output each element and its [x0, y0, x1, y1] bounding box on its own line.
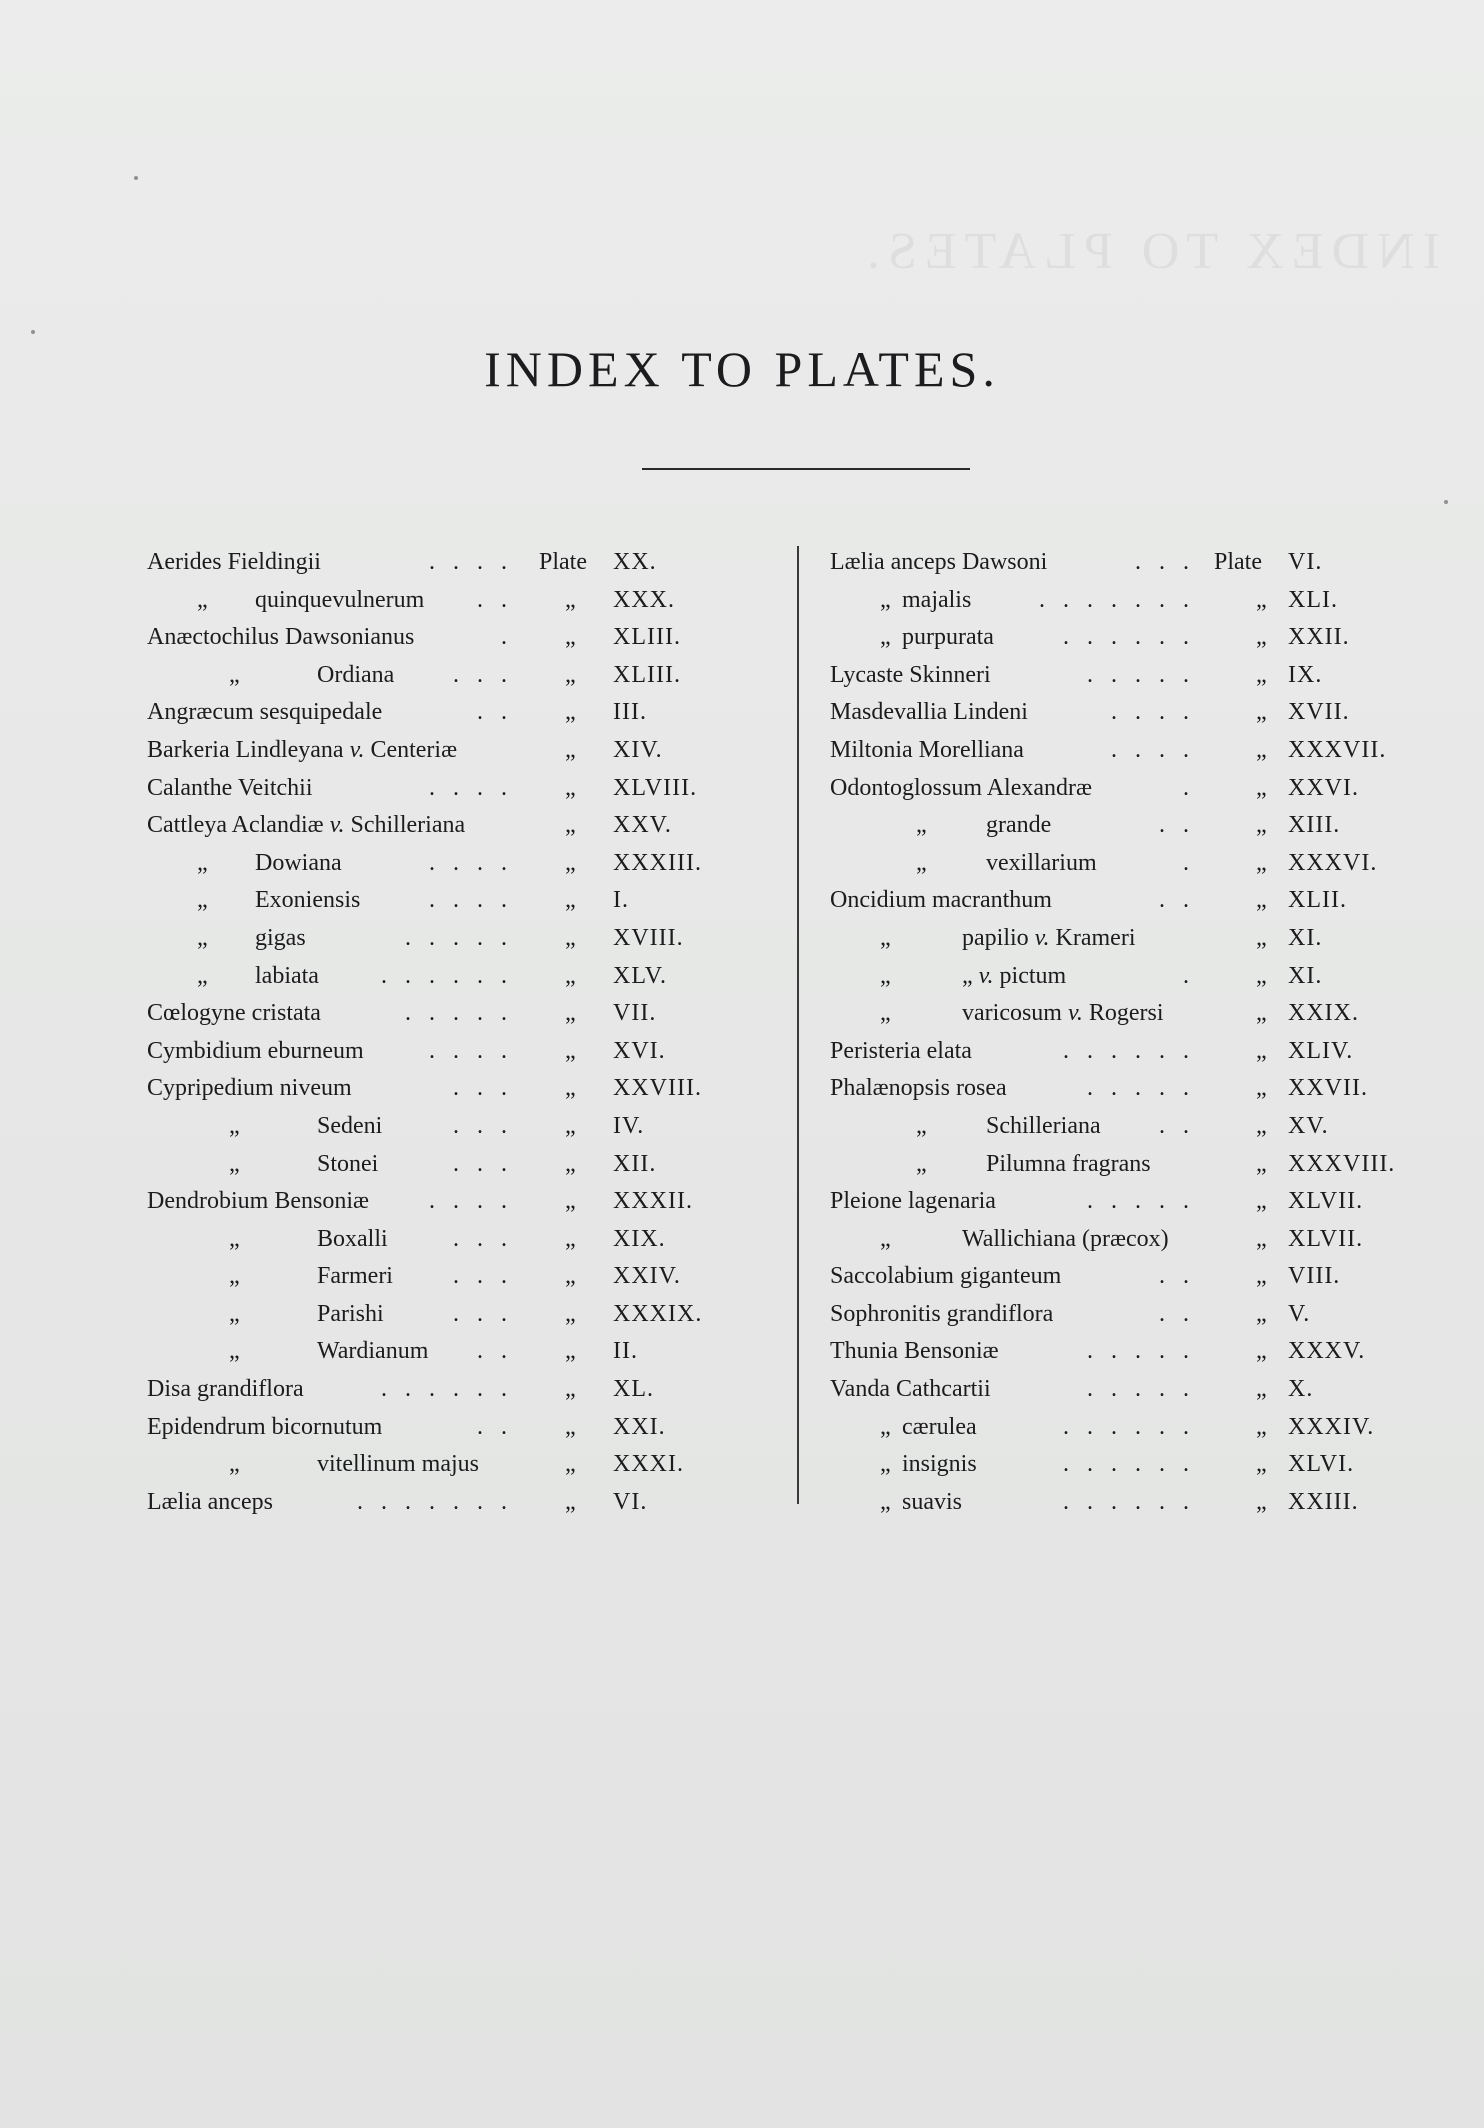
species-name: Farmeri [317, 1263, 393, 1290]
ditto-mark: „ [565, 1451, 576, 1478]
ditto-mark: „ [1256, 1188, 1267, 1215]
dot-leader: . . . . . . [1063, 1488, 1195, 1515]
ditto-mark: „ [229, 661, 240, 688]
plate-label: Plate [539, 549, 587, 575]
species-name: Miltonia Morelliana [830, 736, 1024, 763]
ditto-mark: „ [565, 1225, 576, 1252]
ditto-mark: „ [880, 962, 891, 989]
dot-leader: . . . . . [1087, 1338, 1195, 1365]
ditto-mark: „ [1256, 812, 1267, 839]
plate-number: XXXVI. [1288, 849, 1378, 876]
plate-number: XLVII. [1288, 1225, 1364, 1252]
species-name: insignis [902, 1451, 977, 1478]
plate-number: V. [1288, 1300, 1311, 1327]
ditto-mark: „ [565, 1075, 576, 1102]
ditto-mark: „ [197, 887, 208, 914]
species-name: Oncidium macranthum [830, 887, 1052, 914]
ditto-mark: „ [916, 849, 927, 876]
plate-number: XLIII. [613, 661, 681, 688]
species-name: Barkeria Lindleyana v. Centeriæ [147, 736, 458, 763]
ditto-mark: „ [1256, 1263, 1267, 1290]
dot-leader: . . . . . [1087, 1188, 1195, 1215]
ditto-mark: „ [1256, 1413, 1267, 1440]
ditto-mark: „ [880, 586, 891, 613]
paper-speck [31, 330, 35, 334]
species-name: Anæctochilus Dawsonianus [147, 624, 415, 651]
species-name: Saccolabium giganteum [830, 1263, 1062, 1290]
ditto-mark: „ [565, 1263, 576, 1290]
plate-number: VII. [613, 1000, 657, 1027]
ditto-mark: „ [880, 1413, 891, 1440]
dot-leader: . . . . [429, 549, 513, 575]
dot-leader: . . . . . . [1063, 1413, 1195, 1440]
ditto-mark: „ [565, 1000, 576, 1027]
ditto-mark: „ [565, 1338, 576, 1365]
dot-leader: . . [1159, 1263, 1195, 1290]
dot-leader: . . . . . . [1063, 1037, 1195, 1064]
species-name: Calanthe Veitchii [147, 774, 313, 801]
ditto-mark: „ [565, 1188, 576, 1215]
dot-leader: . . . . [429, 887, 513, 914]
bleed-through-text: INDEX TO PLATES. [858, 223, 1440, 280]
ditto-mark: „ [229, 1300, 240, 1327]
ditto-mark: „ [565, 1376, 576, 1403]
ditto-mark: „ [880, 1000, 891, 1027]
plate-number: XLVIII. [613, 774, 698, 801]
plate-number: XVI. [613, 1037, 666, 1064]
plate-number: XXVIII. [613, 1075, 702, 1102]
ditto-mark: „ [1256, 849, 1267, 876]
dot-leader: . . . [453, 1112, 513, 1139]
plate-number: XXIX. [1288, 1000, 1359, 1027]
ditto-mark: „ [229, 1338, 240, 1365]
species-name: Angræcum sesquipedale [147, 699, 383, 726]
species-name: Disa grandiflora [147, 1376, 304, 1403]
species-name: Schilleriana [986, 1112, 1101, 1139]
ditto-mark: „ [1256, 962, 1267, 989]
plate-number: XLI. [1288, 586, 1338, 613]
dot-leader: . . [477, 1338, 513, 1365]
species-name: Aerides Fieldingii [147, 549, 321, 575]
plate-number: XXXII. [613, 1188, 693, 1215]
ditto-mark: „ [565, 661, 576, 688]
dot-leader: . [501, 624, 513, 651]
ditto-mark: „ [229, 1451, 240, 1478]
dot-leader: . [1183, 774, 1195, 801]
species-name: Ordiana [317, 661, 395, 688]
page-title: INDEX TO PLATES. [484, 341, 1000, 397]
plate-number: XVII. [1288, 699, 1350, 726]
ditto-mark: „ [880, 1225, 891, 1252]
species-name: Thunia Bensoniæ [830, 1338, 999, 1365]
species-name: Pilumna fragrans [986, 1150, 1151, 1177]
ditto-mark: „ [1256, 1000, 1267, 1027]
species-name: cærulea [902, 1413, 977, 1440]
plate-number: XXXVIII. [1288, 1150, 1396, 1177]
ditto-mark: „ [565, 887, 576, 914]
plate-number: XXV. [613, 812, 672, 839]
species-name: Phalænopsis rosea [830, 1075, 1007, 1102]
plate-number: XXXV. [1288, 1338, 1366, 1365]
species-name: Peristeria elata [830, 1037, 972, 1064]
plate-number: I. [613, 887, 629, 914]
ditto-mark: „ [1256, 1225, 1267, 1252]
plate-number: II. [613, 1338, 638, 1365]
ditto-mark: „ [565, 736, 576, 763]
dot-leader: . . . [453, 1150, 513, 1177]
plate-number: XXVII. [1288, 1075, 1368, 1102]
ditto-mark: „ [565, 586, 576, 613]
species-name: Dowiana [255, 849, 342, 876]
dot-leader: . . . [453, 1075, 513, 1102]
ditto-mark: „ [565, 624, 576, 651]
dot-leader: . . . [453, 661, 513, 688]
plate-number: VIII. [1288, 1263, 1341, 1290]
species-name: Odontoglossum Alexandræ [830, 774, 1092, 801]
dot-leader: . . . . [429, 1188, 513, 1215]
ditto-mark: „ [229, 1150, 240, 1177]
plate-number: XLII. [1288, 887, 1347, 914]
ditto-mark: „ [565, 849, 576, 876]
plate-number: XL. [613, 1376, 654, 1403]
plate-number: XX. [613, 549, 657, 575]
dot-leader: . . . . . [1087, 1376, 1195, 1403]
plate-number: XIV. [613, 736, 663, 763]
plate-number: XV. [1288, 1112, 1329, 1139]
ditto-mark: „ [565, 1300, 576, 1327]
species-name: Wallichiana (præcox) [962, 1225, 1169, 1252]
plate-number: IX. [1288, 661, 1323, 688]
dot-leader: . . . . [1111, 699, 1195, 726]
plate-number: XXXIV. [1288, 1413, 1375, 1440]
dot-leader: . . [1159, 1112, 1195, 1139]
species-name: labiata [255, 962, 319, 989]
species-name: Lælia anceps [147, 1488, 273, 1515]
species-name: Parishi [317, 1300, 384, 1327]
paper-speck [134, 176, 138, 180]
ditto-mark: „ [565, 1112, 576, 1139]
plate-number: XLIV. [1288, 1037, 1354, 1064]
plate-number: IV. [613, 1112, 645, 1139]
ditto-mark: „ [565, 924, 576, 951]
ditto-mark: „ [1256, 1488, 1267, 1515]
ditto-mark: „ [1256, 1451, 1267, 1478]
dot-leader: . . [477, 1413, 513, 1440]
species-name: vitellinum majus [317, 1451, 479, 1478]
dot-leader: . . . . . [1087, 1075, 1195, 1102]
species-name: Wardianum [317, 1338, 429, 1365]
dot-leader: . . . . . [405, 924, 513, 951]
ditto-mark: „ [1256, 1150, 1267, 1177]
plate-number: XXI. [613, 1413, 666, 1440]
plate-number: VI. [613, 1488, 648, 1515]
species-name: Epidendrum bicornutum [147, 1413, 383, 1440]
ditto-mark: „ [565, 1413, 576, 1440]
species-name: purpurata [902, 624, 994, 651]
plate-number: XVIII. [613, 924, 684, 951]
ditto-mark: „ [565, 699, 576, 726]
species-name: Exoniensis [255, 887, 361, 914]
species-name: gigas [255, 924, 306, 951]
ditto-mark: „ [1256, 774, 1267, 801]
title-rule [642, 468, 970, 470]
plate-number: XLVI. [1288, 1451, 1355, 1478]
plate-number: III. [613, 699, 647, 726]
species-name: Vanda Cathcartii [830, 1376, 991, 1403]
plate-number: XXXVII. [1288, 736, 1387, 763]
plate-number: XII. [613, 1150, 657, 1177]
species-name: Pleione lagenaria [830, 1188, 996, 1215]
ditto-mark: „ [1256, 924, 1267, 951]
dot-leader: . [1183, 962, 1195, 989]
dot-leader: . [1183, 849, 1195, 876]
ditto-mark: „ [1256, 1338, 1267, 1365]
ditto-mark: „ [1256, 887, 1267, 914]
dot-leader: . . . . [429, 849, 513, 876]
dot-leader: . . . . . . . [357, 1488, 513, 1515]
ditto-mark: „ [880, 924, 891, 951]
dot-leader: . . . . . [405, 1000, 513, 1027]
dot-leader: . . . [453, 1225, 513, 1252]
species-name: Cœlogyne cristata [147, 1000, 321, 1027]
ditto-mark: „ [1256, 586, 1267, 613]
species-name: Stonei [317, 1150, 379, 1177]
ditto-mark: „ [1256, 1112, 1267, 1139]
dot-leader: . . [1159, 887, 1195, 914]
ditto-mark: „ [1256, 699, 1267, 726]
ditto-mark: „ [1256, 1037, 1267, 1064]
plate-number: X. [1288, 1376, 1314, 1403]
species-name: papilio v. Krameri [962, 924, 1136, 951]
dot-leader: . . . . . . [1063, 1451, 1195, 1478]
ditto-mark: „ [916, 812, 927, 839]
plate-number: XXX. [613, 586, 675, 613]
dot-leader: . . . . . . [381, 1376, 513, 1403]
dot-leader: . . . . [429, 1037, 513, 1064]
species-name: vexillarium [986, 849, 1097, 876]
dot-leader: . . . . [1111, 736, 1195, 763]
dot-leader: . . [477, 699, 513, 726]
ditto-mark: „ [1256, 1075, 1267, 1102]
dot-leader: . . . . . . . [1039, 586, 1195, 613]
ditto-mark: „ [229, 1112, 240, 1139]
ditto-mark: „ [880, 1488, 891, 1515]
plate-number: XXII. [1288, 624, 1350, 651]
ditto-mark: „ [1256, 624, 1267, 651]
plate-number: XI. [1288, 962, 1323, 989]
species-name: Boxalli [317, 1225, 388, 1252]
column-divider [797, 546, 799, 1504]
ditto-mark: „ [1256, 661, 1267, 688]
species-name: Dendrobium Bensoniæ [147, 1188, 369, 1215]
species-name: Cymbidium eburneum [147, 1037, 364, 1064]
ditto-mark: „ [565, 812, 576, 839]
ditto-mark: „ [565, 1037, 576, 1064]
species-name: „ v. pictum [962, 962, 1067, 989]
plate-number: XLIII. [613, 624, 681, 651]
dot-leader: . . . [1135, 549, 1195, 575]
plate-number: XIII. [1288, 812, 1341, 839]
plate-number: XXXIX. [613, 1300, 703, 1327]
species-name: varicosum v. Rogersi [962, 1000, 1164, 1027]
plate-number: XXIV. [613, 1263, 681, 1290]
plate-number: XLVII. [1288, 1188, 1364, 1215]
plate-number: XLV. [613, 962, 668, 989]
plate-label: Plate [1214, 549, 1262, 575]
species-name: Masdevallia Lindeni [830, 699, 1028, 726]
dot-leader: . . [477, 586, 513, 613]
plate-number: XI. [1288, 924, 1323, 951]
plate-number: XIX. [613, 1225, 666, 1252]
ditto-mark: „ [1256, 736, 1267, 763]
ditto-mark: „ [197, 924, 208, 951]
species-name: Cattleya Aclandiæ v. Schilleriana [147, 812, 466, 839]
dot-leader: . . . [453, 1300, 513, 1327]
dot-leader: . . . . . [1087, 661, 1195, 688]
dot-leader: . . [1159, 812, 1195, 839]
ditto-mark: „ [916, 1112, 927, 1139]
ditto-mark: „ [916, 1150, 927, 1177]
dot-leader: . . . [453, 1263, 513, 1290]
paper-speck [1444, 500, 1448, 504]
species-name: grande [986, 812, 1052, 839]
species-name: Cypripedium niveum [147, 1075, 352, 1102]
ditto-mark: „ [229, 1225, 240, 1252]
ditto-mark: „ [197, 962, 208, 989]
ditto-mark: „ [1256, 1376, 1267, 1403]
ditto-mark: „ [880, 1451, 891, 1478]
plate-number: XXIII. [1288, 1488, 1359, 1515]
dot-leader: . . . . . . [381, 962, 513, 989]
ditto-mark: „ [880, 624, 891, 651]
species-name: majalis [902, 586, 972, 613]
ditto-mark: „ [229, 1263, 240, 1290]
plate-number: VI. [1288, 549, 1323, 575]
ditto-mark: „ [565, 962, 576, 989]
species-name: Lælia anceps Dawsoni [830, 549, 1048, 575]
ditto-mark: „ [565, 1150, 576, 1177]
dot-leader: . . . . [429, 774, 513, 801]
dot-leader: . . . . . . [1063, 624, 1195, 651]
plate-number: XXVI. [1288, 774, 1359, 801]
species-name: suavis [902, 1488, 962, 1515]
species-name: Lycaste Skinneri [830, 661, 991, 688]
plate-number: XXXIII. [613, 849, 702, 876]
ditto-mark: „ [197, 849, 208, 876]
ditto-mark: „ [1256, 1300, 1267, 1327]
ditto-mark: „ [565, 774, 576, 801]
dot-leader: . . [1159, 1300, 1195, 1327]
ditto-mark: „ [565, 1488, 576, 1515]
ditto-mark: „ [197, 586, 208, 613]
species-name: quinquevulnerum [255, 586, 425, 613]
plate-number: XXXI. [613, 1451, 684, 1478]
species-name: Sedeni [317, 1112, 383, 1139]
species-name: Sophronitis grandiflora [830, 1300, 1054, 1327]
